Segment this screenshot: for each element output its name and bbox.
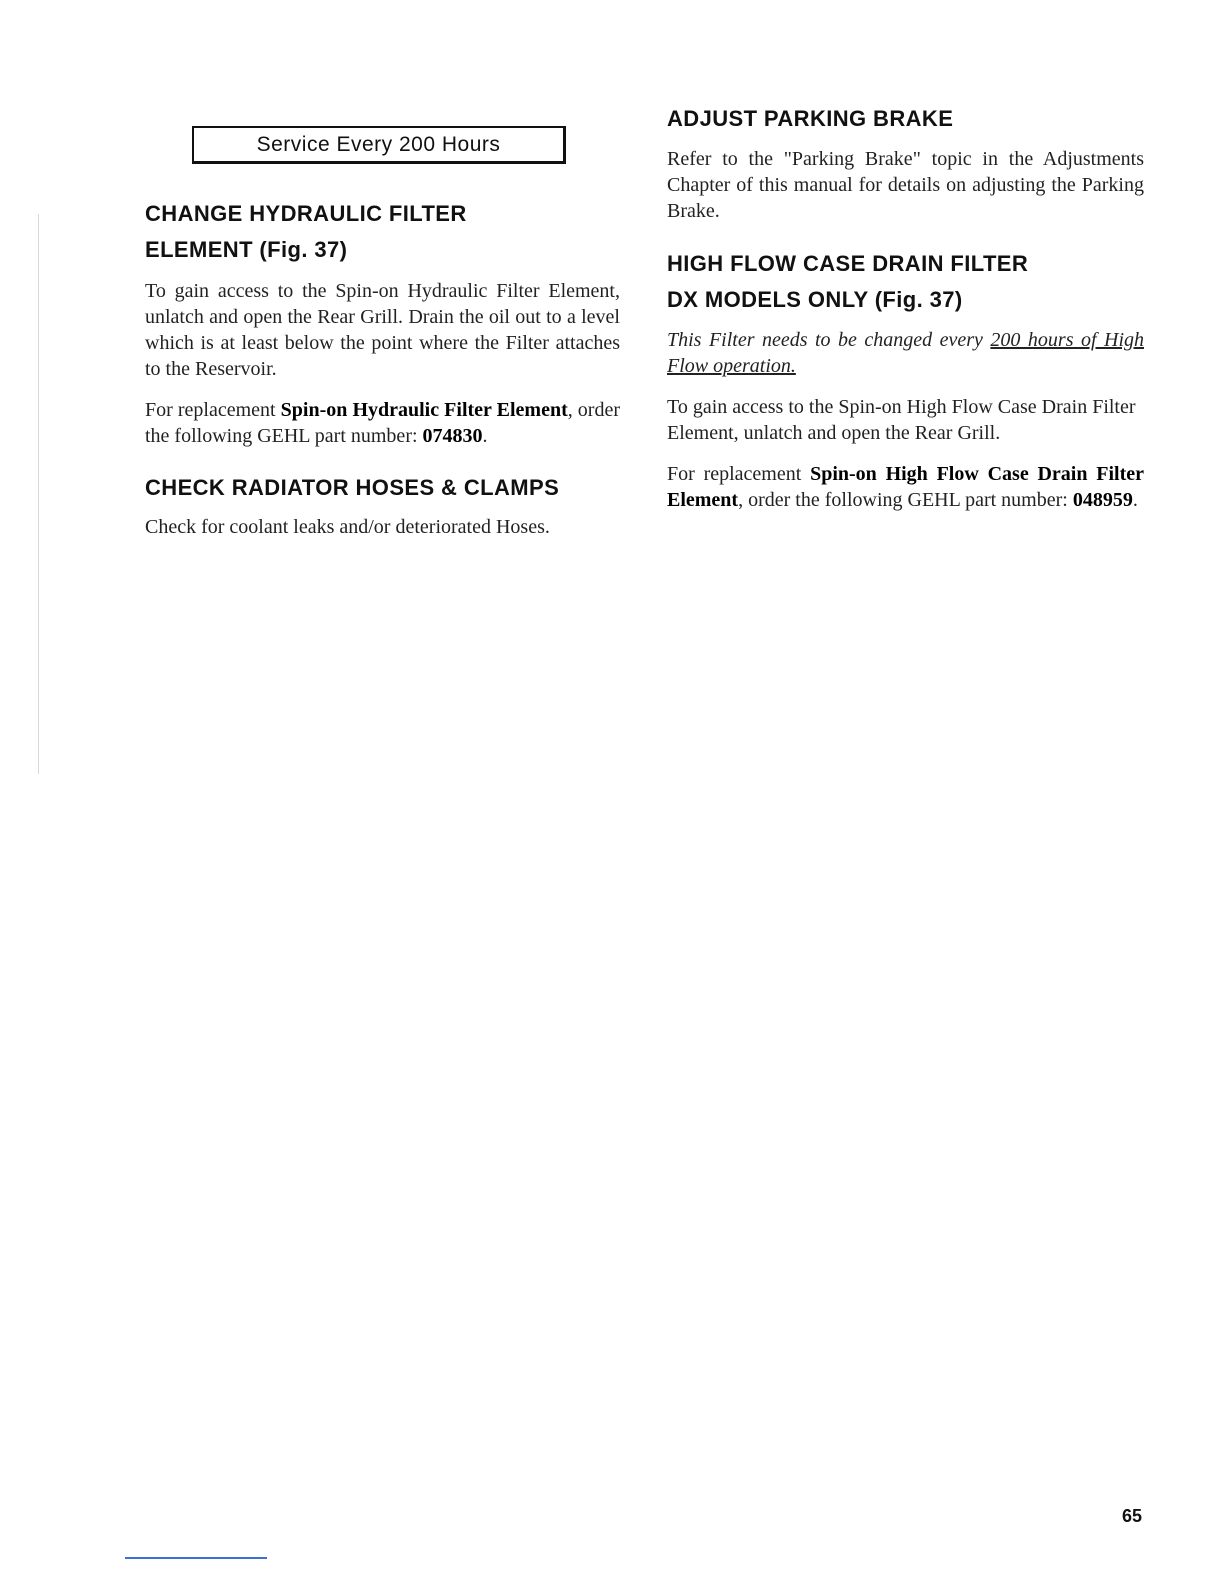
radiator-hoses-heading: CHECK RADIATOR HOSES & CLAMPS [145,475,560,500]
hydraulic-filter-part-paragraph [145,397,620,449]
page-number: 65 [1122,1506,1143,1526]
hydraulic-part-name: Spin-on Hydraulic Filter Element [280,399,568,421]
high-flow-part-prefix: For replacement [667,463,811,485]
high-flow-access-paragraph: To gain access to the Spin-on High Flow Case Drain Filter Element, unlatch and open the Rear Grill. [667,396,1136,444]
hydraulic-part-suffix: . [482,425,488,447]
bottom-rule [125,1557,267,1559]
service-interval-box [192,126,566,164]
high-flow-heading-line2: DX MODELS ONLY (Fig. 37) [667,287,963,312]
parking-brake-paragraph: Refer to the "Parking Brake" topic in the Adjustments Chapter of this manual for details on adjusting the Parking Brake. [667,148,1144,222]
high-flow-part-suffix: . [1132,489,1138,511]
parking-brake-heading: ADJUST PARKING BRAKE [667,106,954,131]
high-flow-part-middle: , order the following GEHL part number: [738,489,1073,511]
high-flow-heading-line1: HIGH FLOW CASE DRAIN FILTER [667,251,1029,276]
hydraulic-filter-heading-line1: CHANGE HYDRAULIC FILTER [145,201,467,226]
high-flow-note-underlined: 200 hours of High Flow operation. [667,329,1144,377]
hydraulic-part-prefix: For replacement [145,399,281,421]
hydraulic-part-number: 074830 [422,425,483,447]
service-interval-label: Service Every 200 Hours [256,132,501,156]
hydraulic-filter-paragraph: To gain access to the Spin-on Hydraulic Filter Element, unlatch and open the Rear Grill. Drain the oil out to a level which is at least below the point where the Filter attaches to the Reservoir. [145,280,620,380]
high-flow-interval-note [667,327,1144,379]
hydraulic-filter-heading-line2: ELEMENT (Fig. 37) [145,237,348,262]
high-flow-part-name: Spin-on High Flow Case Drain Filter Element [667,463,1145,511]
high-flow-part-paragraph [667,461,1144,513]
radiator-hoses-paragraph: Check for coolant leaks and/or deteriorated Hoses. [145,516,550,538]
high-flow-note-prefix: This Filter needs to be changed every [667,329,991,351]
hydraulic-part-middle: , order the following GEHL part number: [145,399,621,447]
high-flow-part-number: 048959 [1072,489,1133,511]
scan-margin-line [38,214,39,774]
